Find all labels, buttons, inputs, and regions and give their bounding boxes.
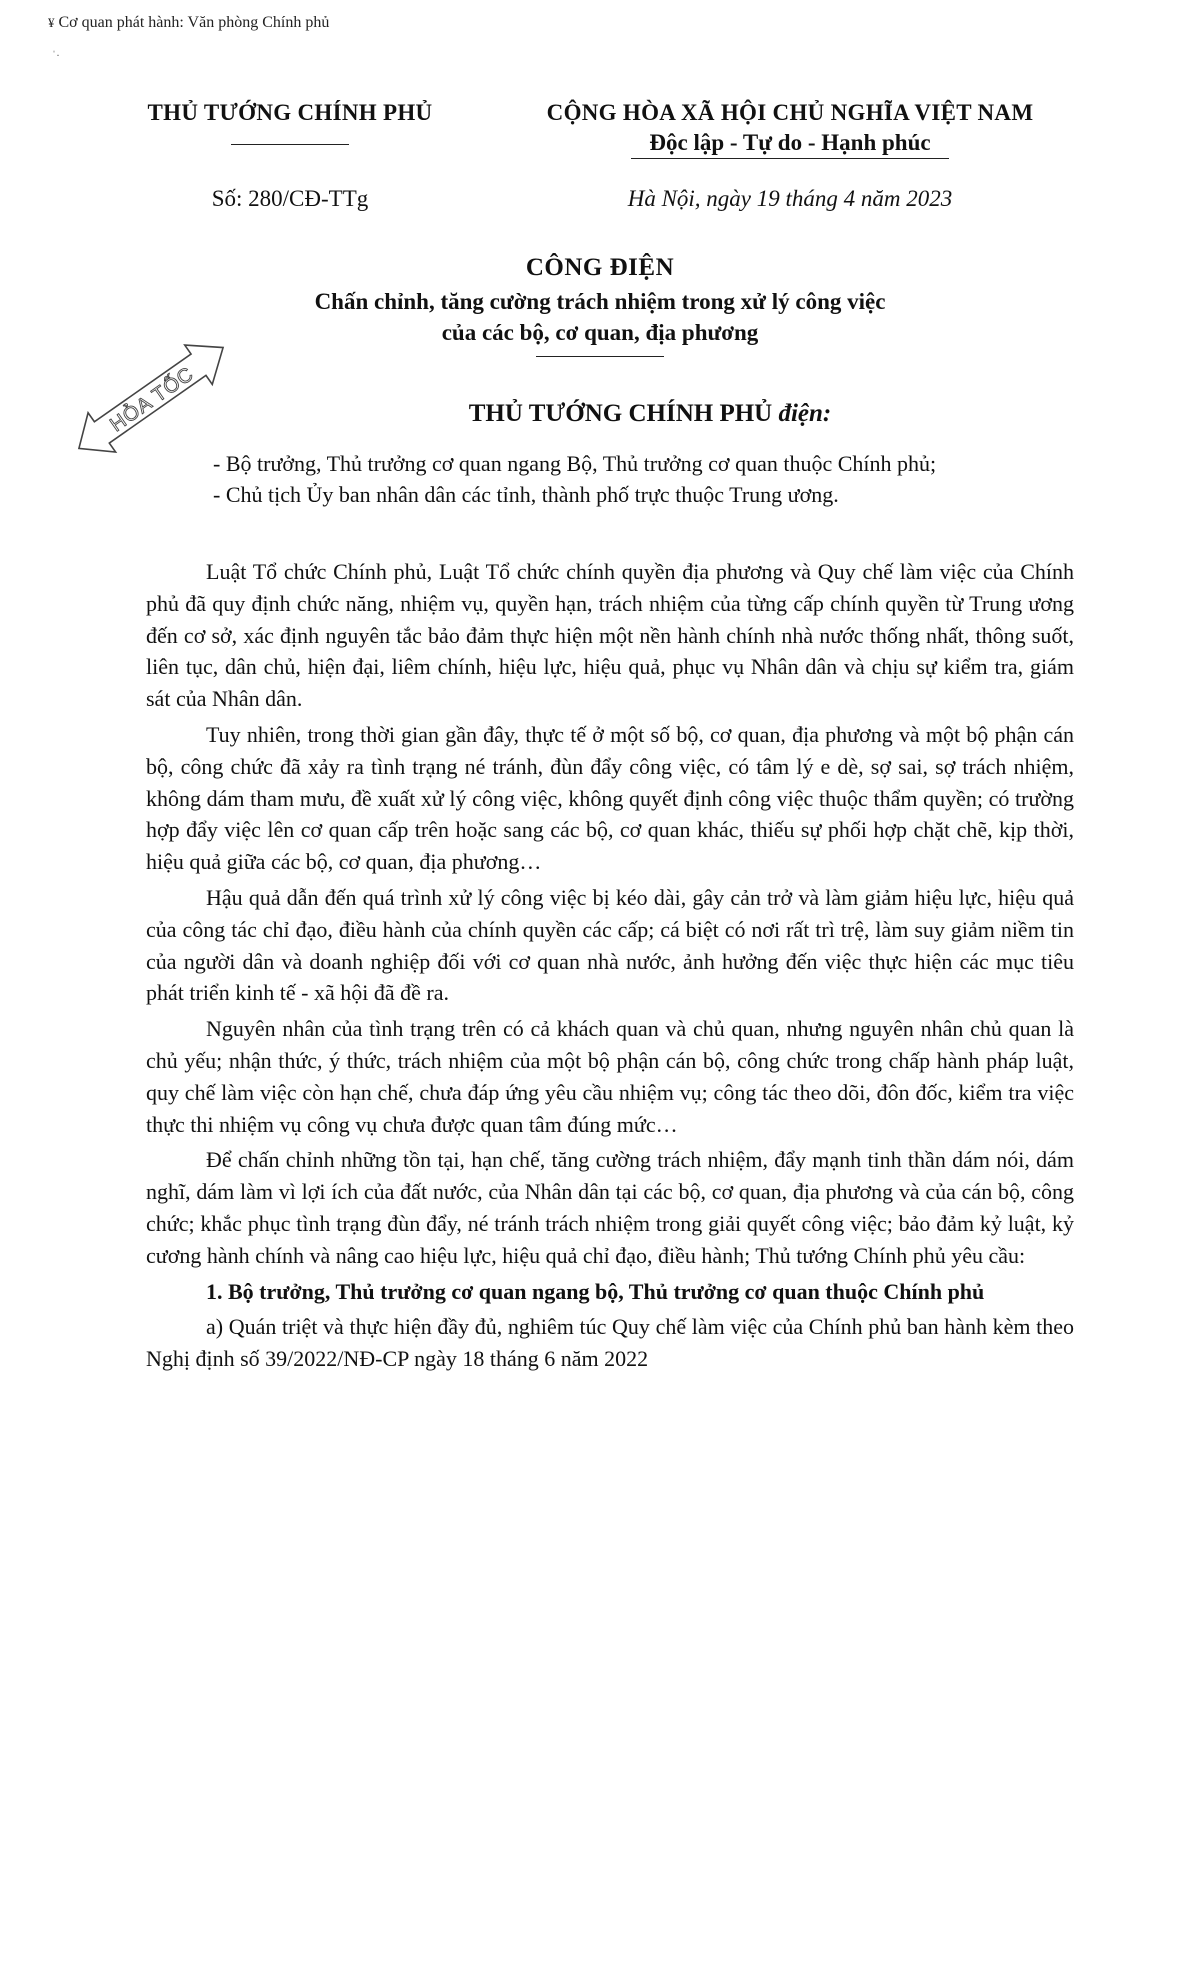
publisher-text: Cơ quan phát hành: Văn phòng Chính phủ xyxy=(58,14,330,31)
recipient-list xyxy=(213,448,1113,510)
section-heading: 1. Bộ trưởng, Thủ trưởng cơ quan ngang bộ, Thủ trưởng cơ quan thuộc Chính phủ xyxy=(206,1278,985,1304)
issuing-org: THỦ TƯỚNG CHÍNH PHỦ xyxy=(147,100,433,125)
header-right xyxy=(470,100,1110,159)
body-paragraph: Hậu quả dẫn đến quá trình xử lý công việc bị kéo dài, gây cản trở và làm giảm hiệu lực, hiệu quả của công tác chỉ đạo, điều hành của chính quyền các cấp; cá biệt có nơi rất trì trệ, làm suy giảm niềm tin của người dân và doanh nghiệp đối với cơ quan nhà nước, ảnh hưởng đến việc thực hiện các mục tiêu phát triển kinh tế - xã hội đã đề ra. xyxy=(146,884,1074,1006)
scan-artifact: ˈ· xyxy=(52,48,60,62)
stamp-text: HỎA TỐC xyxy=(106,362,199,437)
publisher-mark: ¥ xyxy=(48,15,55,30)
publisher-line xyxy=(48,14,329,32)
body-paragraph: Để chấn chỉnh những tồn tại, hạn chế, tăng cường trách nhiệm, đẩy mạnh tinh thần dám nói, dám nghĩ, dám làm vì lợi ích của đất nước, của Nhân dân tại các bộ, cơ quan, địa phương và của cán bộ, công chức; khắc phục tình trạng đùn đẩy, né tránh trách nhiệm trong giải quyết công việc; bảo đảm kỷ luật, kỷ cương hành chính và nâng cao hiệu lực, hiệu quả chỉ đạo, điều hành; Thủ tướng Chính phủ yêu cầu: xyxy=(146,1147,1074,1268)
national-title: CỘNG HÒA XÃ HỘI CHỦ NGHĨA VIỆT NAM xyxy=(546,100,1034,125)
subject-line-2: của các bộ, cơ quan, địa phương xyxy=(441,320,759,345)
header-left xyxy=(110,100,470,145)
org-underline xyxy=(231,144,349,145)
sender-line xyxy=(200,400,1100,428)
body-paragraph: Nguyên nhân của tình trạng trên có cả khách quan và chủ quan, nhưng nguyên nhân chủ quan là chủ yếu; nhận thức, ý thức, trách nhiệm của một bộ phận cán bộ, công chức trong chấp hành pháp luật, quy chế làm việc còn hạn chế, chưa đáp ứng yêu cầu nhiệm vụ; công tác theo dõi, đôn đốc, kiểm tra việc thực thi nhiệm vụ công vụ chưa được quan tâm đúng mức… xyxy=(146,1016,1074,1137)
subject-line-1: Chấn chỉnh, tăng cường trách nhiệm trong xử lý công việc xyxy=(314,289,886,314)
document-type: CÔNG ĐIỆN xyxy=(525,254,675,281)
body-paragraph: Luật Tổ chức Chính phủ, Luật Tổ chức chính quyền địa phương và Quy chế làm việc của Chính phủ đã quy định chức năng, nhiệm vụ, quyền hạn, trách nhiệm của từng cấp chính quyền từ Trung ương đến cơ sở, xác định nguyên tắc bảo đảm thực hiện một nền hành chính nhà nước thống nhất, thông suốt, liên tục, dân chủ, hiện đại, liêm chính, hiệu lực, hiệu quả, phục vụ Nhân dân và chịu sự kiểm tra, giám sát của Nhân dân. xyxy=(146,559,1074,712)
sender-name: THỦ TƯỚNG CHÍNH PHỦ xyxy=(468,400,773,427)
title-underline xyxy=(536,356,664,357)
document-date: Hà Nội, ngày 19 tháng 4 năm 2023 xyxy=(627,186,953,211)
document-number: Số: 280/CĐ-TTg xyxy=(211,186,369,211)
national-motto: Độc lập - Tự do - Hạnh phúc xyxy=(649,130,931,155)
motto-underline xyxy=(631,158,949,159)
recipient-item: - Bộ trưởng, Thủ trưởng cơ quan ngang Bộ, Thủ trưởng cơ quan thuộc Chính phủ; xyxy=(213,451,937,476)
section-item: a) Quán triệt và thực hiện đầy đủ, nghiêm túc Quy chế làm việc của Chính phủ ban hành kèm theo Nghị định số 39/2022/NĐ-CP ngày 18 tháng 6 năm 2022 xyxy=(146,1314,1074,1372)
recipient-item: - Chủ tịch Ủy ban nhân dân các tỉnh, thành phố trực thuộc Trung ương. xyxy=(213,482,839,507)
document-body xyxy=(146,556,1074,1379)
body-paragraph: Tuy nhiên, trong thời gian gần đây, thực tế ở một số bộ, cơ quan, địa phương và một bộ phận cán bộ, công chức đã xảy ra tình trạng né tránh, đùn đẩy công việc, có tâm lý e dè, sợ sai, sợ trách nhiệm, không dám tham mưu, đề xuất xử lý công việc, không quyết định công việc thuộc thẩm quyền; có trường hợp đẩy việc lên cơ quan cấp trên hoặc sang các bộ, cơ quan khác, thiếu sự phối hợp chặt chẽ, kịp thời, hiệu quả giữa các bộ, cơ quan, địa phương… xyxy=(146,721,1074,875)
sender-verb: điện: xyxy=(778,400,832,427)
